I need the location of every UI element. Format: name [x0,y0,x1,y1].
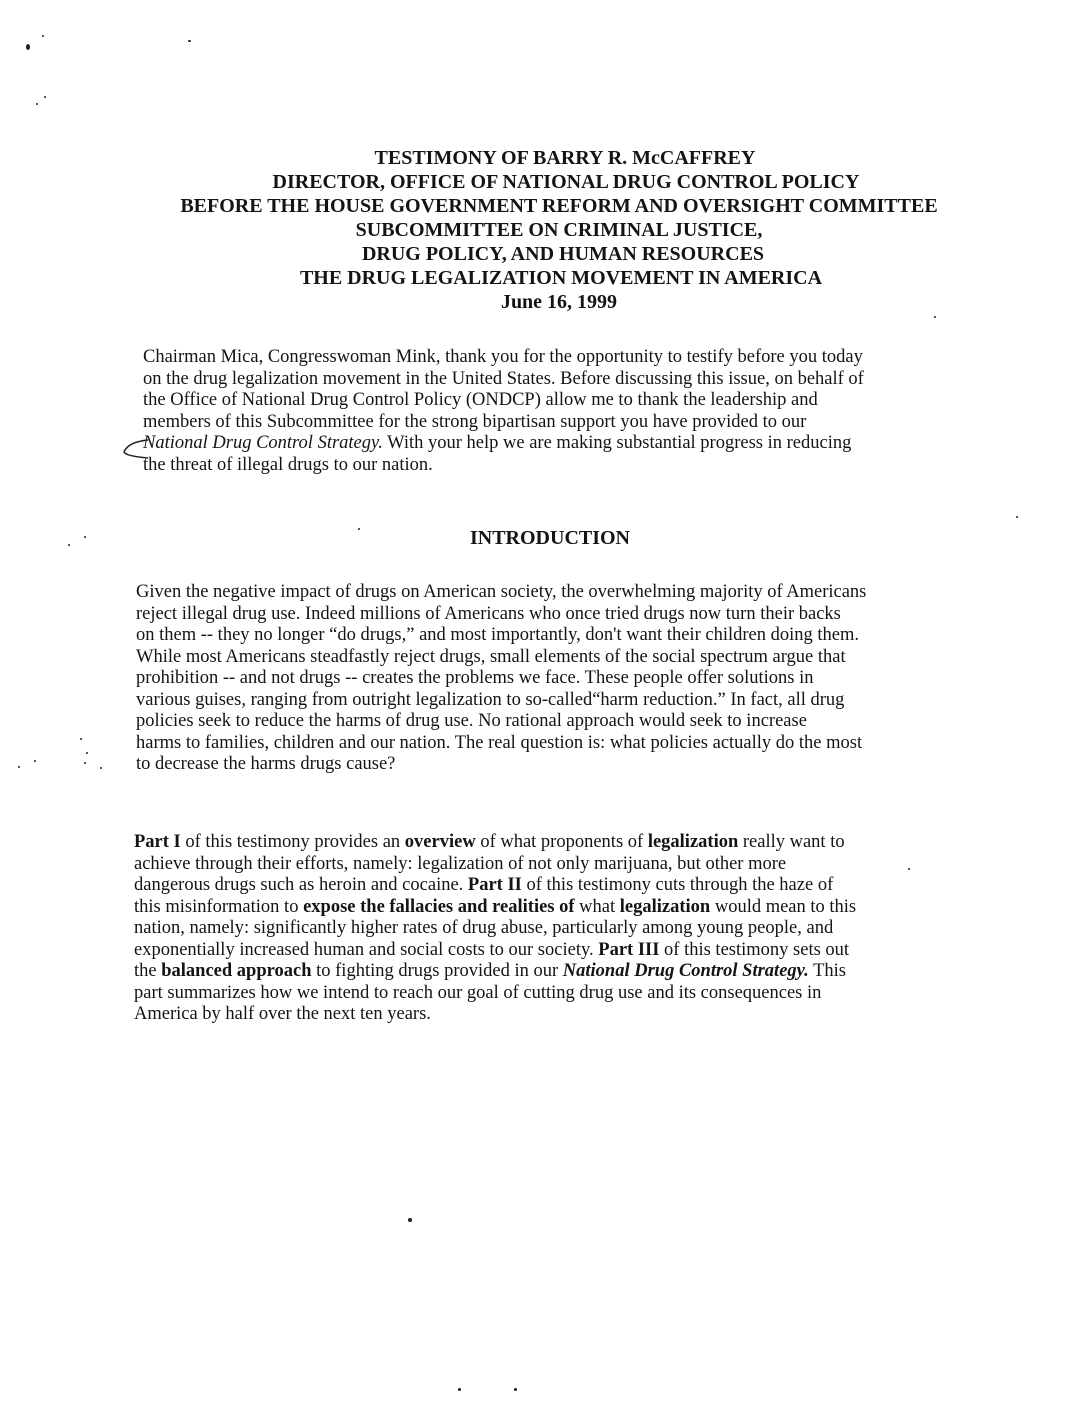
text-line: reject illegal drug use. Indeed millions of Americans who once tried drugs now turn their backs [136,603,841,624]
scan-speck [44,96,46,98]
scan-speck [1016,516,1018,518]
text-line: prohibition -- and not drugs -- creates the problems we face. These people offer solutions in [136,668,814,688]
scan-speck [18,766,20,768]
scan-speck [42,35,44,37]
text-line: members of this Subcommittee for the strong bipartisan support you have provided to our [143,411,807,432]
text-line: achieve through their efforts, namely: legalization of not only marijuana, but other more [134,853,787,874]
scan-speck [458,1388,461,1391]
text-line: exponentially increased human and social costs to our society. Part III of this testimony sets out [134,939,850,960]
scan-speck [514,1388,517,1391]
scan-speck [80,738,82,740]
header-line: SUBCOMMITTEE ON CRIMINAL JUSTICE, [355,219,763,241]
text-line: National Drug Control Strategy. With your help we are making substantial progress in reducing [143,433,852,453]
text-line: policies seek to reduce the harms of drug use. No rational approach would seek to increase [136,711,807,731]
scan-speck [188,40,191,42]
header-line: BEFORE THE HOUSE GOVERNMENT REFORM AND OVERSIGHT COMMITTEE [180,195,938,217]
scan-speck [84,762,86,764]
text-line: part summarizes how we intend to reach our goal of cutting drug use and its consequences in [134,982,822,1003]
header-line: DIRECTOR, OFFICE OF NATIONAL DRUG CONTROL POLICY [272,171,860,193]
testimony-header [0,146,1082,314]
text-line: on them -- they no longer “do drugs,” and most importantly, don't want their children doing them. [136,625,859,645]
header-line: DRUG POLICY, AND HUMAN RESOURCES [361,243,765,265]
text-line: nation, namely: significantly higher rates of drug abuse, particularly among young people, and [134,918,834,938]
scan-speck [36,103,38,105]
handwritten-mark [118,436,158,466]
text-line: America by half over the next ten years. [134,1004,431,1024]
header-line: TESTIMONY OF BARRY R. McCAFFREY [374,147,756,169]
parts-paragraph [134,832,856,1026]
introduction-heading: INTRODUCTION [469,527,631,549]
introduction-paragraph [136,582,866,776]
text-line: on the drug legalization movement in the United States. Before discussing this issue, on behalf of [143,368,864,389]
scan-speck [34,760,36,762]
scan-speck [934,316,936,318]
text-line: to decrease the harms drugs cause? [136,754,396,774]
text-line: Part I of this testimony provides an overview of what proponents of legalization really want to [134,832,845,852]
text-line: Given the negative impact of drugs on American society, the overwhelming majority of Americans [136,582,867,602]
header-line: THE DRUG LEGALIZATION MOVEMENT IN AMERICA [299,267,823,289]
text-line: the balanced approach to fighting drugs provided in our National Drug Control Strategy. This [134,961,846,981]
header-date: June 16, 1999 [500,291,618,313]
text-line: this misinformation to expose the fallacies and realities of what legalization would mean to this [134,896,857,917]
text-line: Chairman Mica, Congresswoman Mink, thank you for the opportunity to testify before you today [143,347,863,367]
text-line: harms to families, children and our nation. The real question is: what policies actually do the most [136,732,863,753]
strategy-title: National Drug Control Strategy. [143,433,383,453]
scan-speck [908,868,910,870]
scan-speck [86,752,88,754]
text-line: dangerous drugs such as heroin and cocaine. Part II of this testimony cuts through the haze of [134,875,834,895]
scan-speck [100,767,102,769]
strategy-title: National Drug Control Strategy. [562,961,809,981]
opening-paragraph [143,347,864,476]
text-line: various guises, ranging from outright legalization to so-called“harm reduction.” In fact, all drug [136,689,845,710]
text-line: the threat of illegal drugs to our nation. [143,454,433,475]
scan-speck [26,44,30,50]
scan-speck [408,1218,412,1222]
text-line: the Office of National Drug Control Policy (ONDCP) allow me to thank the leadership and [143,390,818,410]
text-line: While most Americans steadfastly reject drugs, small elements of the social spectrum argue that [136,646,846,667]
